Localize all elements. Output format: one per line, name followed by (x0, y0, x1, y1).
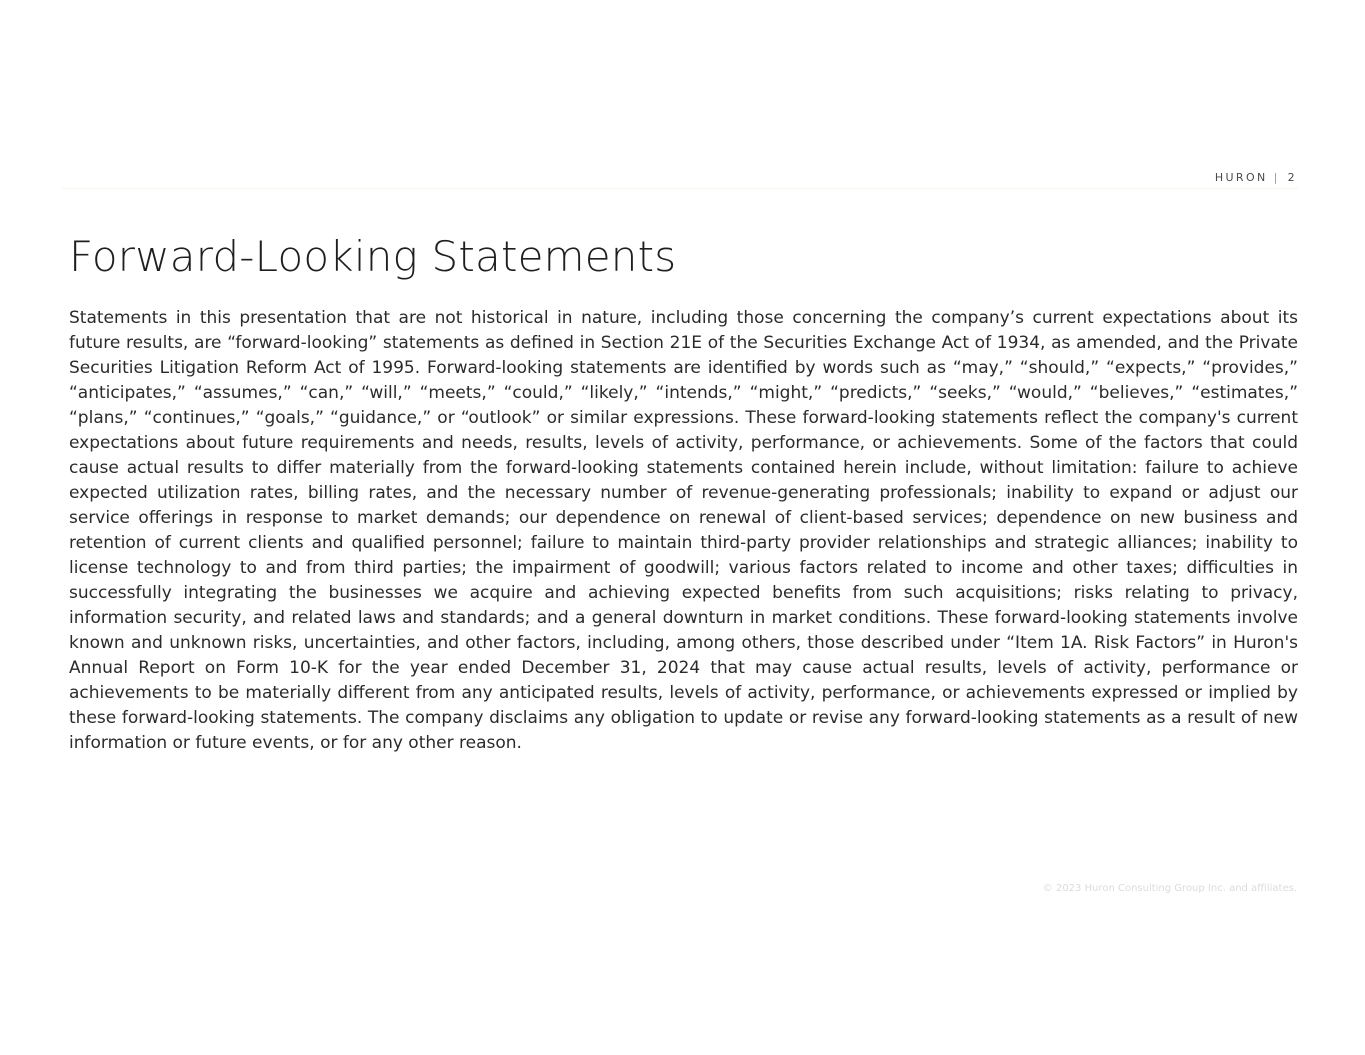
copyright-notice: © 2023 Huron Consulting Group Inc. and affiliates. (1042, 883, 1297, 894)
brand-separator: | (1273, 171, 1280, 184)
disclaimer-paragraph: Statements in this presentation that are not historical in nature, including those concerning the company’s current expectations about its future results, are “forward-looking” statements as defined in Section 21E of the Securities Exchange Act of 1934, as amended, and the Private Securities Litigation Reform Act of 1995. Forward-looking statements are identified by words such as “may,” “should,” “expects,” “provides,” “anticipates,” “assumes,” “can,” “will,” “meets,” “could,” “likely,” “intends,” “might,” “predicts,” “seeks,” “would,” “believes,” “estimates,” “plans,” “continues,” “goals,” “guidance,” or “outlook” or similar expressions. These forward-looking statements reflect the company's current expectations about future requirements and needs, results, levels of activity, performance, or achievements. Some of the factors that could cause actual results to differ materially from the forward-looking statements contained herein include, without limitation: failure to achieve expected utilization rates, billing rates, and the necessary number of revenue-generating professionals; inability to expand or adjust our service offerings in response to market demands; our dependence on renewal of client-based services; dependence on new business and retention of current clients and qualified personnel; failure to maintain third-party provider relationships and strategic alliances; inability to license technology to and from third parties; the impairment of goodwill; various factors related to income and other taxes; difficulties in successfully integrating the businesses we acquire and achieving expected benefits from such acquisitions; risks relating to privacy, information security, and related laws and standards; and a general downturn in market conditions. These forward-looking statements involve known and unknown risks, uncertainties, and other factors, including, among others, those described under “Item 1A. Risk Factors” in Huron's Annual Report on Form 10-K for the year ended December 31, 2024 that may cause actual results, levels of activity, performance or achievements to be materially different from any anticipated results, levels of activity, performance, or achievements expressed or implied by these forward-looking statements. The company disclaims any obligation to update or revise any forward-looking statements as a result of new information or future events, or for any other reason. (69, 308, 1298, 753)
header-divider (62, 188, 1298, 189)
page-title: Forward-Looking Statements (69, 232, 677, 281)
page-number: 2 (1287, 171, 1297, 184)
brand-name: HURON (1214, 171, 1268, 184)
page-marker (1215, 171, 1297, 184)
